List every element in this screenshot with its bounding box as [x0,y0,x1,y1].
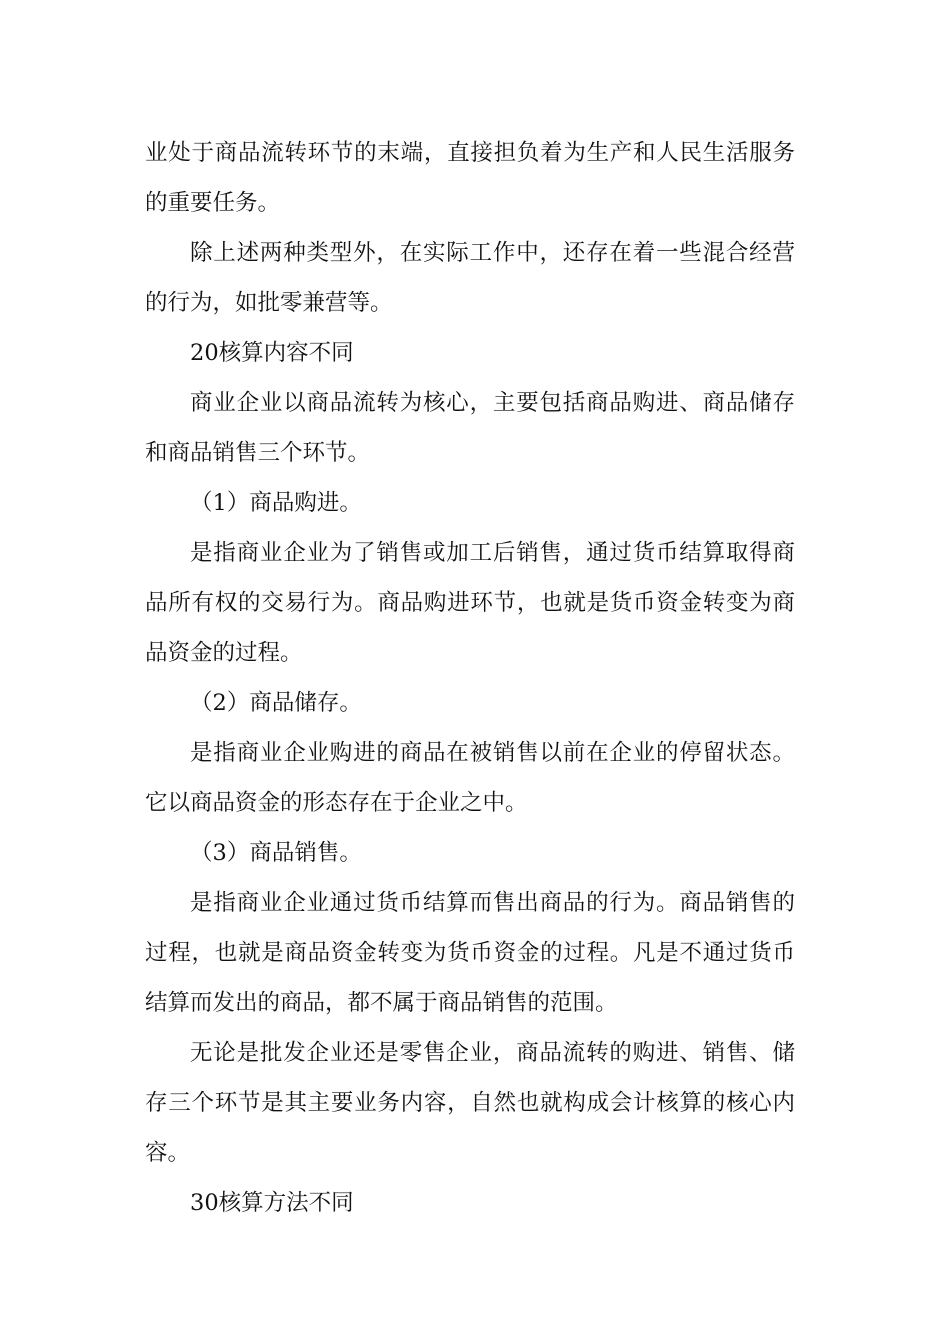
subheading-storage: （2）商品储存。 [190,690,362,716]
paragraph-mixed-operation: 除上述两种类型外，在实际工作中，还存在着一些混合经营的行为，如批零兼营等。 [145,240,795,316]
heading-accounting-method: 30核算方法不同 [190,1190,354,1216]
subheading-purchase: （1）商品购进。 [190,490,362,516]
subheading-sales: （3）商品销售。 [190,840,362,866]
heading-accounting-content: 20核算内容不同 [190,340,354,366]
paragraph-continuation: 业处于商品流转环节的末端，直接担负着为生产和人民生活服务的重要任务。 [145,140,795,216]
paragraph-purchase: 是指商业企业为了销售或加工后销售，通过货币结算取得商品所有权的交易行为。商品购进环节，也就是货币资金转变为商品资金的过程。 [145,540,795,666]
paragraph-storage: 是指商业企业购进的商品在被销售以前在企业的停留状态。它以商品资金的形态存在于企业之中。 [145,740,795,816]
paragraph-commodity-circulation: 商业企业以商品流转为核心，主要包括商品购进、商品储存和商品销售三个环节。 [145,390,795,466]
paragraph-core-content: 无论是批发企业还是零售企业，商品流转的购进、销售、储存三个环节是其主要业务内容，自然也就构成会计核算的核心内容。 [145,1040,795,1166]
document-body [145,128,795,1228]
paragraph-sales: 是指商业企业通过货币结算而售出商品的行为。商品销售的过程，也就是商品资金转变为货币资金的过程。凡是不通过货币结算而发出的商品，都不属于商品销售的范围。 [145,890,795,1016]
